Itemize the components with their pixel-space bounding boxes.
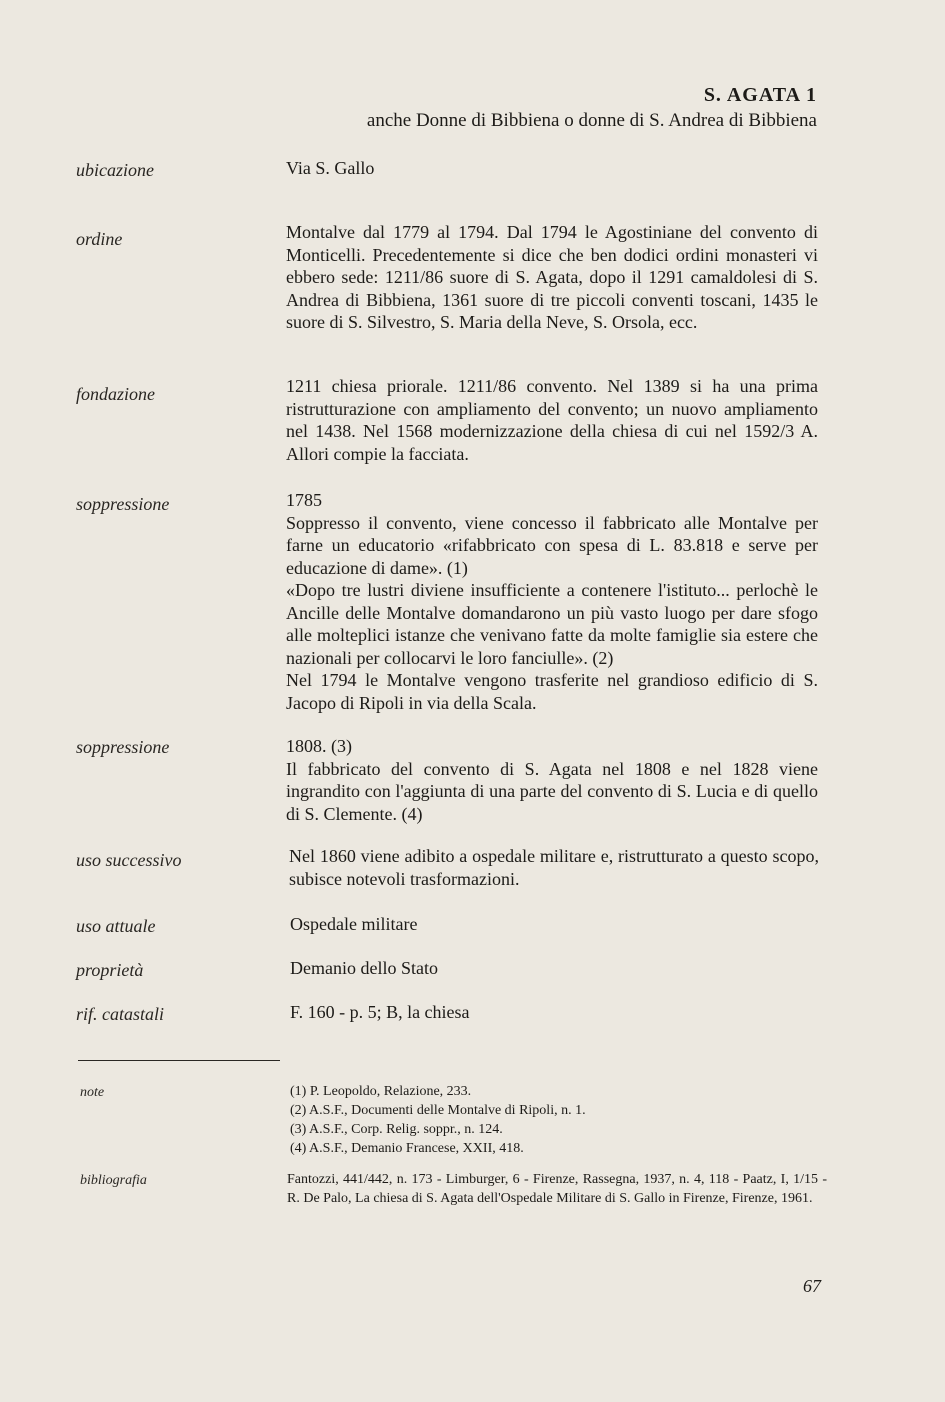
bibliografia-text: Fantozzi, 441/442, n. 173 - Limburger, 6 - Firenze, Rassegna, 1937, n. 4, 118 - Paatz, I, 1/15 - R. De Palo, La chiesa di S. Agata dell'Ospedale Militare di S. Gallo in Firenze, Firenze, 1961. bbox=[287, 1172, 827, 1206]
proprieta-value: Demanio dello Stato bbox=[290, 958, 438, 978]
text-rif-catastali bbox=[290, 1001, 822, 1024]
text-soppressione-2 bbox=[286, 735, 818, 825]
text-uso-successivo bbox=[289, 845, 819, 890]
uso-successivo-value: Nel 1860 viene adibito a ospedale militare e, ristrutturato a questo scopo, subisce notevoli trasformazioni. bbox=[289, 846, 819, 889]
label-fondazione: fondazione bbox=[76, 384, 155, 404]
text-proprieta bbox=[290, 957, 822, 980]
text-soppressione-1 bbox=[286, 489, 818, 714]
label-rif-catastali: rif. catastali bbox=[76, 1004, 165, 1024]
label-ordine: ordine bbox=[76, 229, 123, 249]
label-soppressione-2: soppressione bbox=[76, 737, 170, 757]
soppressione-2-year: 1808. (3) bbox=[286, 736, 352, 756]
page-header bbox=[704, 84, 817, 107]
label-uso-successivo: uso successivo bbox=[76, 850, 182, 870]
divider-rule bbox=[78, 1060, 280, 1061]
page-title: S. AGATA 1 bbox=[703, 84, 817, 106]
label-note: note bbox=[80, 1085, 105, 1100]
soppressione-1-para-1: Soppresso il convento, viene concesso il fabbricato alle Montalve per farne un educatorio «rifabbricato con spesa di L. 83.818 e serve per educazione di dame». (1) bbox=[286, 512, 818, 578]
label-ubicazione: ubicazione bbox=[76, 160, 154, 180]
soppressione-2-para: Il fabbricato del convento di S. Agata nel 1808 e nel 1828 viene ingrandito con l'aggiunta di una parte del convento di S. Lucia e di quello di S. Clemente. (4) bbox=[286, 758, 818, 824]
text-ordine bbox=[286, 221, 818, 334]
label-soppressione-1: soppressione bbox=[76, 494, 170, 514]
fondazione-value: 1211 chiesa priorale. 1211/86 convento. Nel 1389 si ha una prima ristrutturazione con ampliamento del convento; un nuovo ampliamento nel 1438. Nel 1568 modernizzazione della chiesa di cui nel 1592/3 A. Allori compie la facciata. bbox=[286, 376, 818, 464]
notes-list bbox=[290, 1082, 586, 1158]
soppressione-1-year: 1785 bbox=[286, 490, 322, 510]
page-number: 67 bbox=[803, 1276, 821, 1296]
note-item: (1) P. Leopoldo, Relazione, 233. bbox=[290, 1084, 472, 1099]
note-item: (3) A.S.F., Corp. Relig. soppr., n. 124. bbox=[290, 1122, 503, 1137]
ubicazione-value: Via S. Gallo bbox=[286, 158, 375, 178]
note-item: (2) A.S.F., Documenti delle Montalve di Ripoli, n. 1. bbox=[290, 1103, 586, 1118]
note-item: (4) A.S.F., Demanio Francese, XXII, 418. bbox=[290, 1141, 524, 1156]
text-fondazione bbox=[286, 375, 818, 465]
text-uso-attuale bbox=[290, 913, 822, 936]
soppressione-1-para-3: Nel 1794 le Montalve vengono trasferite nel grandioso edificio di S. Jacopo di Ripoli in via della Scala. bbox=[286, 670, 818, 713]
soppressione-1-para-2: «Dopo tre lustri diviene insufficiente a contenere l'istituto... perlochè le Ancille delle Montalve domandarono un più vasto luogo per dare sfogo alle molteplici istanze che venivano fatte da molte famiglie sia estere che nazionali per collocarvi le loro fanciulle». (2) bbox=[286, 580, 818, 668]
label-proprieta: proprietà bbox=[76, 960, 144, 980]
page-subtitle: anche Donne di Bibbiena o donne di S. Andrea di Bibbiena bbox=[366, 110, 817, 131]
uso-attuale-value: Ospedale militare bbox=[290, 914, 418, 934]
label-uso-attuale: uso attuale bbox=[76, 916, 156, 936]
text-ubicazione bbox=[286, 157, 818, 180]
label-bibliografia: bibliografia bbox=[80, 1173, 147, 1188]
ordine-value: Montalve dal 1779 al 1794. Dal 1794 le Agostiniane del convento di Monticelli. Precedentemente si dice che ben dodici ordini monasteri vi ebbero sede: 1211/86 suore di S. Agata, dopo il 1291 camaldolesi di S. Andrea di Bibbiena, 1361 suore di tre piccoli conventi toscani, 1435 le suore di S. Silvestro, S. Maria della Neve, S. Orsola, ecc. bbox=[286, 222, 818, 332]
rif-catastali-value: F. 160 - p. 5; B, la chiesa bbox=[290, 1002, 470, 1022]
